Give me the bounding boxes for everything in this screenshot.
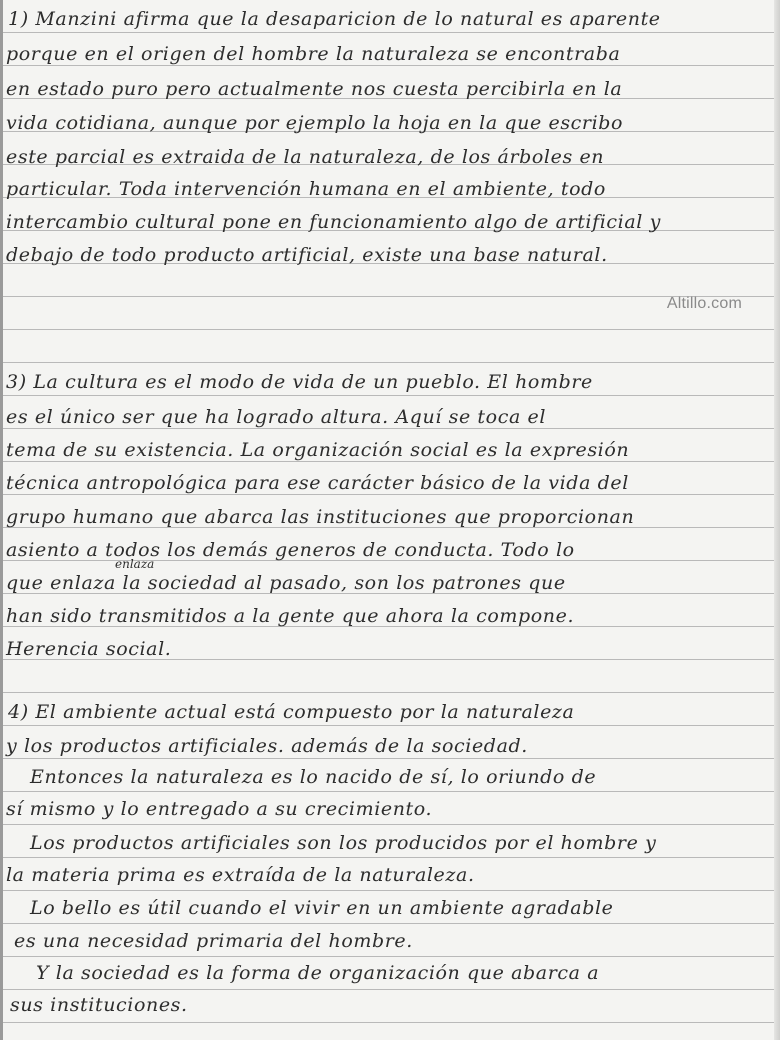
ruled-line bbox=[0, 824, 780, 825]
handwritten-line: sus instituciones. bbox=[10, 994, 188, 1016]
inserted-word: enlaza bbox=[115, 557, 155, 571]
handwritten-line: 4) El ambiente actual está compuesto por la naturaleza bbox=[8, 701, 575, 723]
handwritten-line: porque en el origen del hombre la naturaleza se encontraba bbox=[6, 43, 621, 65]
handwritten-line: 3) La cultura es el modo de vida de un pueblo. El hombre bbox=[6, 371, 593, 393]
ruled-line bbox=[0, 461, 780, 462]
ruled-line bbox=[0, 989, 780, 990]
ruled-line bbox=[0, 395, 780, 396]
handwritten-line: han sido transmitidos a la gente que ahora la compone. bbox=[6, 605, 575, 627]
handwritten-line: tema de su existencia. La organización social es la expresión bbox=[6, 439, 630, 461]
handwritten-line: Lo bello es útil cuando el vivir en un ambiente agradable bbox=[30, 897, 614, 919]
handwritten-line: grupo humano que abarca las instituciones que proporcionan bbox=[6, 506, 635, 528]
ruled-line bbox=[0, 494, 780, 495]
handwritten-line: Los productos artificiales son los producidos por el hombre y bbox=[30, 832, 657, 854]
handwritten-line: asiento a todos los demás generos de conducta. Todo lo bbox=[6, 539, 575, 561]
handwritten-line: vida cotidiana, aunque por ejemplo la hoja en la que escribo bbox=[6, 112, 624, 134]
ruled-line bbox=[0, 428, 780, 429]
handwritten-line: 1) Manzini afirma que la desaparicion de lo natural es aparente bbox=[8, 8, 661, 30]
ruled-line bbox=[0, 791, 780, 792]
ruled-line bbox=[0, 32, 780, 33]
handwritten-line: técnica antropológica para ese carácter básico de la vida del bbox=[6, 472, 629, 494]
handwritten-line: en estado puro pero actualmente nos cuesta percibirla en la bbox=[6, 78, 623, 100]
ruled-line bbox=[0, 890, 780, 891]
ruled-line bbox=[0, 329, 780, 330]
ruled-line bbox=[0, 725, 780, 726]
handwritten-line: es el único ser que ha logrado altura. Aquí se toca el bbox=[6, 406, 547, 428]
ruled-line bbox=[0, 362, 780, 363]
handwritten-line: y los productos artificiales. además de la sociedad. bbox=[6, 735, 528, 757]
handwritten-line: este parcial es extraida de la naturaleza, de los árboles en bbox=[6, 146, 605, 168]
ruled-line bbox=[0, 923, 780, 924]
ruled-line bbox=[0, 857, 780, 858]
ruled-line bbox=[0, 1022, 780, 1023]
handwritten-line: Y la sociedad es la forma de organización que abarca a bbox=[36, 962, 600, 984]
ruled-line bbox=[0, 956, 780, 957]
handwritten-line: la materia prima es extraída de la naturaleza. bbox=[6, 864, 475, 886]
handwritten-line: que enlaza la sociedad al pasado, son los patrones que bbox=[6, 572, 566, 594]
handwritten-line: Entonces la naturaleza es lo nacido de sí, lo oriundo de bbox=[30, 766, 597, 788]
page-edge bbox=[774, 0, 780, 1040]
ruled-line bbox=[0, 296, 780, 297]
handwritten-line: es una necesidad primaria del hombre. bbox=[14, 930, 413, 952]
watermark: Altillo.com bbox=[666, 295, 742, 312]
ruled-line bbox=[0, 65, 780, 66]
ruled-line bbox=[0, 692, 780, 693]
handwritten-line: debajo de todo producto artificial, existe una base natural. bbox=[6, 244, 608, 266]
handwritten-line: sí mismo y lo entregado a su crecimiento. bbox=[6, 798, 433, 820]
ruled-line bbox=[0, 758, 780, 759]
handwritten-line: Herencia social. bbox=[6, 638, 172, 660]
handwritten-line: intercambio cultural pone en funcionamiento algo de artificial y bbox=[6, 211, 661, 233]
handwritten-line: particular. Toda intervención humana en el ambiente, todo bbox=[6, 178, 606, 200]
margin-line bbox=[0, 0, 3, 1040]
